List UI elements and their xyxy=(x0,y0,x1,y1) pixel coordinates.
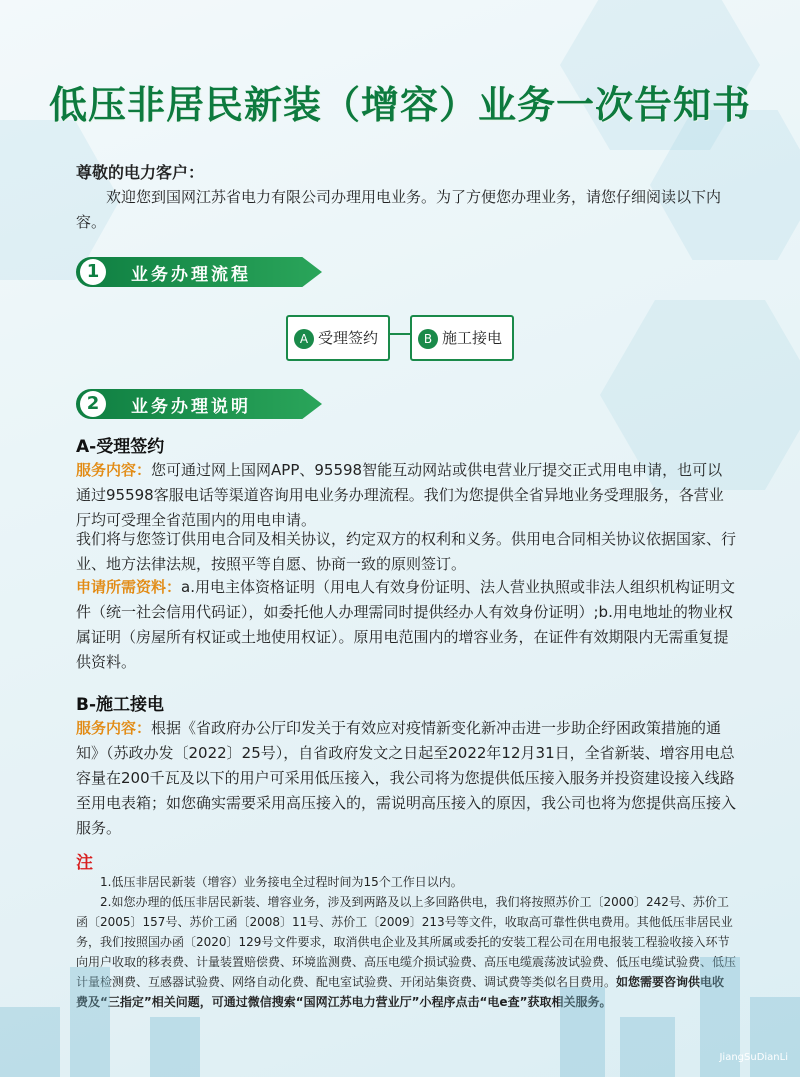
step-label: 施工接电 xyxy=(442,329,503,347)
part-a-service xyxy=(76,458,736,533)
flow-step-a xyxy=(286,315,390,361)
part-b-service xyxy=(76,716,736,841)
notes-title: 注 xyxy=(76,853,93,873)
note-item-1: 1.低压非居民新装（增容）业务接电全过程时间为15个工作日以内。 xyxy=(100,875,463,889)
service-label: 服务内容： xyxy=(76,461,152,479)
note-bold-text: 如您需要咨询供电收费及“三指定”相关问题，可通过微信搜索“国网江苏电力营业厅”小程序点击“电e查”获取相关服务。 xyxy=(76,975,725,1009)
part-a-materials xyxy=(76,575,736,675)
watermark: JiangSuDianLi xyxy=(719,1052,788,1063)
page-title: 低压非居民新装（增容）业务一次告知书 xyxy=(48,83,751,127)
part-a-contract: 我们将与您签订供用电合同及相关协议，约定双方的权利和义务。供用电合同相关协议依据国家、行业、地方法律法规，按照平等自愿、协商一致的原则签订。 xyxy=(76,530,737,573)
section-number: 2 xyxy=(80,391,106,417)
intro-paragraph: 欢迎您到国网江苏省电力有限公司办理用电业务。为了方便您办理业务，请您仔细阅读以下内容。 xyxy=(76,188,722,231)
flow-arrow-icon xyxy=(390,333,412,335)
section-label: 业务办理说明 xyxy=(131,397,251,417)
step-letter: A xyxy=(294,329,314,349)
service-label: 服务内容： xyxy=(76,719,152,737)
skyline-building xyxy=(70,967,110,1077)
step-label: 受理签约 xyxy=(318,329,379,347)
section-number: 1 xyxy=(80,259,106,285)
greeting: 尊敬的电力客户： xyxy=(76,163,205,182)
note-text: 2.如您办理的低压非居民新装、增容业务，涉及到两路及以上多回路供电，我们将按照苏价工〔2000〕242号、苏价工函〔2005〕157号、苏价工函〔2008〕11号、苏价工〔2009〕213号等文件，收取高可靠性供电费用。其他低压非居民业务，我们按照国办函〔2020〕129号文件要求，取消供电企业及其所属或委托的安装工程公司在用电报装工程验收接入环节向用户收取的移表费、计量装置赔偿费、环境监测费、高压电缆介损试验费、高压电缆震荡波试验费、低压电缆试验费、低压计量检测费、互感器试验费、网络自动化费、配电室试验费、开闭站集资费、调试费等类似名目费用。 xyxy=(76,895,737,989)
service-text: 根据《省政府办公厅印发关于有效应对疫情新变化新冲击进一步助企纾困政策措施的通知》（苏政办发〔2022〕25号），自省政府发文之日起至2022年12月31日，全省新装、增容用电总容量在200千瓦及以下的用户可采用低压接入，我公司将为您提供低压接入服务并投资建设接入线路至用电表箱；如您确实需要采用高压接入的，需说明高压接入的原因，我公司也将为您提供高压接入服务。 xyxy=(76,719,737,837)
section-label: 业务办理流程 xyxy=(131,265,251,285)
materials-text: a.用电主体资格证明（用电人有效身份证明、法人营业执照或非法人组织机构证明文件（统一社会信用代码证），如委托他人办理需同时提供经办人有效身份证明）;b.用电地址的物业权属证明（房屋所有权证或土地使用权证）。原用电范围内的增容业务，在证件有效期限内无需重复提供资料。 xyxy=(76,578,735,671)
skyline-building xyxy=(620,1017,675,1077)
part-b-heading: B-施工接电 xyxy=(76,695,165,715)
flow-step-b xyxy=(410,315,514,361)
part-a-heading: A-受理签约 xyxy=(76,437,165,457)
section-header-process xyxy=(76,257,326,287)
step-letter: B xyxy=(418,329,438,349)
service-text: 您可通过网上国网APP、95598智能互动网站或供电营业厅提交正式用电申请，也可以通过95598客服电话等渠道咨询用电业务办理流程。我们为您提供全省异地业务受理服务，各营业厅均可受理全省范围内的用电申请。 xyxy=(76,461,724,529)
skyline-building xyxy=(560,987,605,1077)
skyline-building xyxy=(150,1017,200,1077)
skyline-building xyxy=(750,997,800,1077)
section-header-description xyxy=(76,389,326,419)
note-item-2 xyxy=(76,892,736,1012)
skyline-building xyxy=(0,1007,60,1077)
materials-label: 申请所需资料： xyxy=(76,578,182,596)
